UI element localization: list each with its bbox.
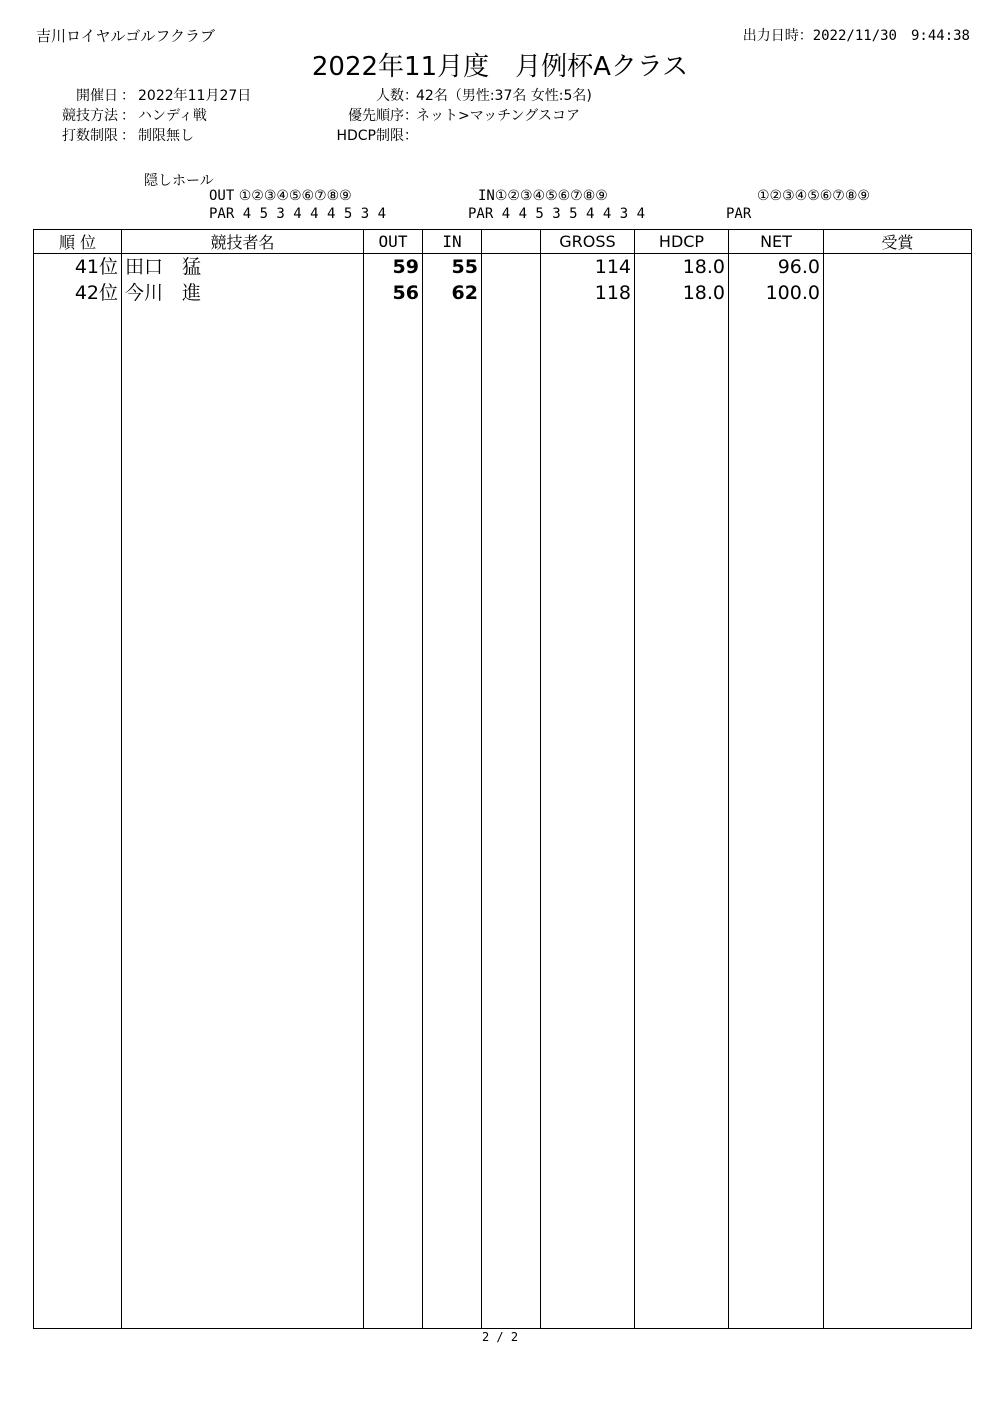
cell-rank: 42位 xyxy=(34,280,122,306)
col-net: NET xyxy=(729,230,824,254)
in-hole-marks: ①②③④⑤⑥⑦⑧⑨ xyxy=(494,188,608,204)
meta-label: 打数制限 xyxy=(62,128,118,144)
meta-label: 開催日 xyxy=(76,88,118,104)
cell-net: 100.0 xyxy=(729,280,824,306)
meta-separator: ： xyxy=(121,88,135,104)
extra-hole-marks: ①②③④⑤⑥⑦⑧⑨ xyxy=(757,188,870,204)
meta-left xyxy=(36,86,251,146)
cell-award xyxy=(824,280,972,306)
cell-net: 96.0 xyxy=(729,254,824,281)
meta-value: 42名（男性:37名 女性:5名) xyxy=(416,88,592,104)
cell-hdcp: 18.0 xyxy=(635,280,729,306)
cell-out: 56 xyxy=(364,280,423,306)
meta-hdcp-row xyxy=(300,126,592,146)
col-blank xyxy=(482,230,541,254)
meta-value: ネット>マッチングスコア xyxy=(416,108,581,124)
col-rank: 順 位 xyxy=(34,230,122,254)
table-empty-space xyxy=(34,306,972,1329)
cell-blank xyxy=(482,254,541,281)
meta-label: 競技方法 xyxy=(62,108,118,124)
out-label: OUT xyxy=(209,188,235,204)
cell-name: 今川 進 xyxy=(122,280,364,306)
meta-separator: ： xyxy=(121,128,135,144)
meta-right xyxy=(300,86,592,146)
meta-separator: ： xyxy=(404,88,418,104)
col-gross: GROSS xyxy=(541,230,635,254)
meta-priority-row xyxy=(300,106,592,126)
hidden-holes-out xyxy=(209,187,386,223)
table-row xyxy=(34,280,972,306)
hidden-holes-label: 隠しホール xyxy=(144,173,214,189)
cell-gross: 118 xyxy=(541,280,635,306)
page-title: 2022年11月度 月例杯Aクラス xyxy=(311,52,689,82)
meta-separator: ： xyxy=(404,108,418,124)
meta-value: 2022年11月27日 xyxy=(138,88,252,104)
col-name: 競技者名 xyxy=(122,230,364,254)
meta-count-row xyxy=(300,86,592,106)
meta-label: 優先順序 xyxy=(348,108,404,124)
in-label: IN xyxy=(478,188,495,204)
meta-label: 人数 xyxy=(376,88,404,104)
cell-rank: 41位 xyxy=(34,254,122,281)
printed-timestamp: 出力日時：2022/11/30 9:44:38 xyxy=(742,28,970,44)
cell-out: 59 xyxy=(364,254,423,281)
meta-separator: ： xyxy=(404,128,418,144)
meta-value: ハンディ戦 xyxy=(138,108,207,124)
col-in: IN xyxy=(423,230,482,254)
hidden-holes-in-marks xyxy=(478,187,608,205)
meta-method-row xyxy=(36,106,251,126)
results-table xyxy=(33,229,972,1329)
cell-in: 62 xyxy=(423,280,482,306)
out-hole-marks: ①②③④⑤⑥⑦⑧⑨ xyxy=(238,188,352,204)
cell-name: 田口 猛 xyxy=(122,254,364,281)
table-header xyxy=(34,230,972,254)
extra-par: PAR xyxy=(726,206,752,222)
in-par: PAR 4 4 5 3 5 4 4 3 4 xyxy=(468,206,646,222)
table-row xyxy=(34,254,972,281)
cell-in: 55 xyxy=(423,254,482,281)
cell-blank xyxy=(482,280,541,306)
club-name: 吉川ロイヤルゴルフクラブ xyxy=(36,27,215,45)
meta-separator: ： xyxy=(121,108,135,124)
meta-value: 制限無し xyxy=(138,128,194,144)
cell-hdcp: 18.0 xyxy=(635,254,729,281)
cell-award xyxy=(824,254,972,281)
out-par: PAR 4 5 3 4 4 4 5 3 4 xyxy=(209,206,387,222)
meta-date-row xyxy=(36,86,251,106)
col-out: OUT xyxy=(364,230,423,254)
col-hdcp: HDCP xyxy=(635,230,729,254)
meta-label: HDCP制限 xyxy=(336,128,404,144)
meta-limit-row xyxy=(36,126,251,146)
col-award: 受賞 xyxy=(824,230,972,254)
page-number: 2 / 2 xyxy=(481,1330,519,1344)
cell-gross: 114 xyxy=(541,254,635,281)
